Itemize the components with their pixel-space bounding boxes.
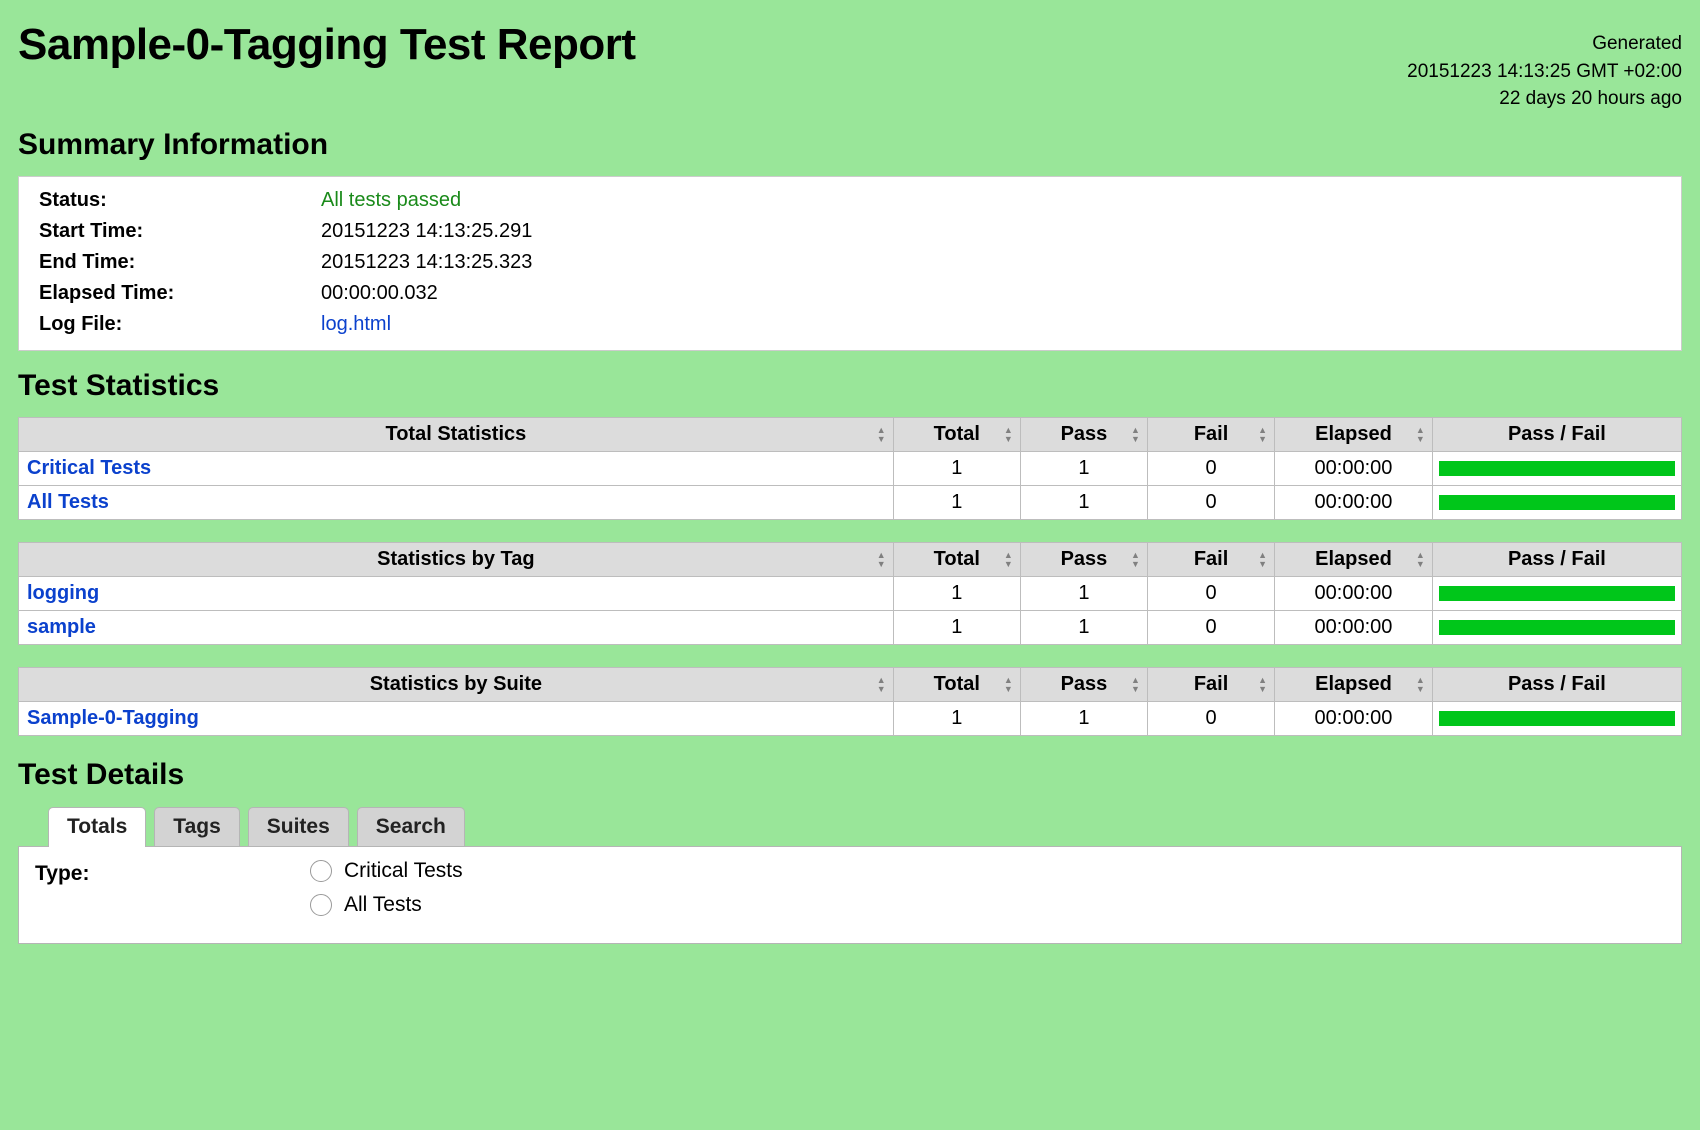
summary-row-status — [29, 185, 538, 216]
stat-pass: 1 — [1020, 452, 1147, 486]
pass-bar — [1439, 711, 1675, 726]
end-time-value: 20151223 14:13:25.323 — [321, 251, 533, 273]
stat-pass: 1 — [1020, 611, 1147, 645]
sort-arrows-icon[interactable]: ▲ ▼ — [1131, 424, 1140, 444]
table-row — [19, 611, 1682, 645]
table-header-row — [19, 418, 1682, 452]
sort-arrows-icon[interactable]: ▲ ▼ — [1258, 674, 1268, 694]
type-label: Type: — [35, 862, 90, 886]
column-header-total[interactable]: Total ▲ ▼ — [893, 668, 1020, 702]
log-file-cell — [315, 309, 538, 340]
pass-fail-bar-cell — [1432, 486, 1681, 520]
stat-fail: 0 — [1148, 452, 1275, 486]
column-header-elapsed[interactable]: Elapsed ▲ ▼ — [1275, 668, 1433, 702]
summary-row-start-time — [29, 216, 538, 247]
column-header-elapsed[interactable]: Elapsed ▲ ▼ — [1275, 543, 1433, 577]
column-header-name[interactable]: Statistics by Tag ▲ ▼ — [19, 543, 894, 577]
column-header-passfail: Pass / Fail — [1432, 418, 1681, 452]
sort-arrows-icon[interactable]: ▲ ▼ — [1258, 424, 1268, 444]
radio-button-icon[interactable] — [310, 860, 332, 882]
table-row — [19, 452, 1682, 486]
pass-fail-bar-cell — [1432, 702, 1681, 736]
generated-ago: 22 days 20 hours ago — [1499, 88, 1682, 110]
stat-pass: 1 — [1020, 702, 1147, 736]
details-tab-panel — [18, 846, 1682, 944]
column-header-elapsed[interactable]: Elapsed ▲ ▼ — [1275, 418, 1433, 452]
tab-tags[interactable]: Tags — [154, 807, 239, 846]
statistics-table — [18, 667, 1682, 736]
sort-arrows-icon[interactable]: ▲ ▼ — [1131, 549, 1140, 569]
sort-arrows-icon[interactable]: ▲ ▼ — [1003, 424, 1013, 444]
column-header-total[interactable]: Total ▲ ▼ — [893, 418, 1020, 452]
statistics-section-title: Test Statistics — [18, 369, 220, 402]
statistics-tables — [18, 417, 1682, 736]
summary-row-log-file — [29, 309, 538, 340]
summary-row-elapsed-time — [29, 278, 538, 309]
pass-fail-bar-cell — [1432, 577, 1681, 611]
start-time-label: Start Time: — [39, 220, 144, 242]
stat-total: 1 — [893, 611, 1020, 645]
sort-arrows-icon[interactable]: ▲ ▼ — [876, 549, 886, 569]
column-header-pass[interactable]: Pass ▲ ▼ — [1020, 543, 1147, 577]
sort-arrows-icon[interactable]: ▲ ▼ — [1415, 549, 1425, 569]
elapsed-time-value: 00:00:00.032 — [321, 282, 438, 304]
table-header-row — [19, 543, 1682, 577]
column-header-name[interactable]: Total Statistics ▲ ▼ — [19, 418, 894, 452]
generated-info — [1407, 30, 1682, 113]
generated-label: Generated — [1592, 33, 1682, 54]
generated-timestamp: 20151223 14:13:25 GMT +02:00 — [1407, 60, 1682, 82]
radio-option-critical-tests[interactable] — [310, 859, 463, 883]
stat-total: 1 — [893, 452, 1020, 486]
stat-name-cell — [19, 577, 894, 611]
stat-name-cell — [19, 452, 894, 486]
table-row — [19, 486, 1682, 520]
elapsed-time-label: Elapsed Time: — [39, 282, 175, 304]
table-header-row — [19, 668, 1682, 702]
stat-elapsed: 00:00:00 — [1275, 702, 1433, 736]
radio-option-label: Critical Tests — [344, 859, 463, 883]
stat-total: 1 — [893, 486, 1020, 520]
stat-elapsed: 00:00:00 — [1275, 486, 1433, 520]
stat-name-cell — [19, 702, 894, 736]
sort-arrows-icon[interactable]: ▲ ▼ — [1415, 674, 1425, 694]
column-header-fail[interactable]: Fail ▲ ▼ — [1148, 668, 1275, 702]
details-tab-list — [18, 806, 1682, 846]
stat-total: 1 — [893, 702, 1020, 736]
pass-bar — [1439, 495, 1675, 510]
stat-elapsed: 00:00:00 — [1275, 452, 1433, 486]
column-header-fail[interactable]: Fail ▲ ▼ — [1148, 543, 1275, 577]
stat-name-link[interactable]: logging — [27, 582, 100, 604]
stat-name-cell — [19, 611, 894, 645]
end-time-label: End Time: — [39, 251, 136, 273]
status-label: Status: — [39, 189, 107, 211]
statistics-table — [18, 417, 1682, 520]
sort-arrows-icon[interactable]: ▲ ▼ — [876, 424, 886, 444]
table-row — [19, 702, 1682, 736]
sort-arrows-icon[interactable]: ▲ ▼ — [1003, 674, 1013, 694]
sort-arrows-icon[interactable]: ▲ ▼ — [1258, 549, 1268, 569]
statistics-table — [18, 542, 1682, 645]
radio-option-label: All Tests — [344, 893, 422, 917]
start-time-value: 20151223 14:13:25.291 — [321, 220, 533, 242]
sort-arrows-icon[interactable]: ▲ ▼ — [1415, 424, 1425, 444]
pass-bar — [1439, 586, 1675, 601]
stat-fail: 0 — [1148, 577, 1275, 611]
test-details — [18, 806, 1682, 944]
stat-elapsed: 00:00:00 — [1275, 577, 1433, 611]
sort-arrows-icon[interactable]: ▲ ▼ — [1003, 549, 1013, 569]
column-header-name[interactable]: Statistics by Suite ▲ ▼ — [19, 668, 894, 702]
stat-total: 1 — [893, 577, 1020, 611]
summary-section-title: Summary Information — [18, 128, 329, 161]
tab-totals[interactable]: Totals — [48, 807, 146, 847]
radio-button-icon[interactable] — [310, 894, 332, 916]
stat-fail: 0 — [1148, 611, 1275, 645]
details-section-title: Test Details — [18, 758, 185, 791]
page-title: Sample-0-Tagging Test Report — [18, 20, 636, 69]
radio-option-all-tests[interactable] — [310, 893, 463, 917]
status-badge: All tests passed — [321, 189, 462, 211]
pass-fail-bar-cell — [1432, 452, 1681, 486]
stat-pass: 1 — [1020, 577, 1147, 611]
stat-name-link[interactable]: Critical Tests — [27, 457, 152, 479]
stat-elapsed: 00:00:00 — [1275, 611, 1433, 645]
sort-arrows-icon[interactable]: ▲ ▼ — [1131, 674, 1140, 694]
pass-bar — [1439, 461, 1675, 476]
stat-pass: 1 — [1020, 486, 1147, 520]
tab-search[interactable]: Search — [357, 807, 465, 846]
column-header-passfail: Pass / Fail — [1432, 543, 1681, 577]
table-row — [19, 577, 1682, 611]
stat-fail: 0 — [1148, 702, 1275, 736]
column-header-pass[interactable]: Pass ▲ ▼ — [1020, 668, 1147, 702]
tab-suites[interactable]: Suites — [248, 807, 349, 846]
stat-name-link[interactable]: All Tests — [27, 491, 109, 513]
stat-name-cell — [19, 486, 894, 520]
column-header-passfail: Pass / Fail — [1432, 668, 1681, 702]
sort-arrows-icon[interactable]: ▲ ▼ — [876, 674, 886, 694]
summary-information-box — [18, 176, 1682, 351]
pass-fail-bar-cell — [1432, 611, 1681, 645]
summary-row-end-time — [29, 247, 538, 278]
stat-name-link[interactable]: sample — [27, 616, 96, 638]
column-header-pass[interactable]: Pass ▲ ▼ — [1020, 418, 1147, 452]
log-file-label: Log File: — [39, 313, 123, 335]
stat-fail: 0 — [1148, 486, 1275, 520]
pass-bar — [1439, 620, 1675, 635]
column-header-total[interactable]: Total ▲ ▼ — [893, 543, 1020, 577]
stat-name-link[interactable]: Sample-0-Tagging — [27, 707, 199, 729]
log-file-link[interactable]: log.html — [321, 313, 392, 335]
summary-table — [29, 185, 538, 340]
type-filter-row — [35, 859, 1665, 927]
column-header-fail[interactable]: Fail ▲ ▼ — [1148, 418, 1275, 452]
report-header — [18, 20, 1682, 110]
type-radio-group[interactable] — [310, 859, 463, 927]
